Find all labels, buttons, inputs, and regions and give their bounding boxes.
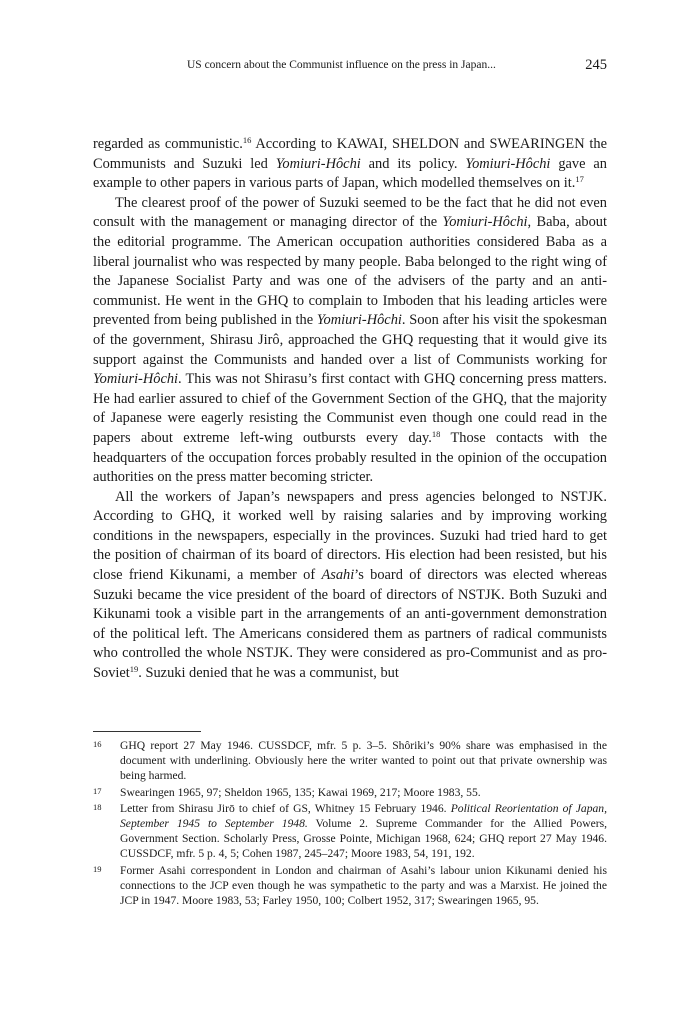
text-run: gave an example to other papers in various parts of Japan, which modelled themselves on it. (93, 155, 607, 192)
paragraph-1 (93, 135, 607, 194)
paragraph-3 (93, 488, 607, 684)
footnote-text: Former Asahi correspondent in London and chairman of Asahi’s labour union Kikunami denied his connections to the JCP even though he was sympathetic to the party and was a Marxist. He joined the JCP in 1947. Moore 1983, 53; Farley 1950, 100; Colbert 1952, 317; Swearingen 1965, 95. (120, 863, 607, 908)
italic-title: Yomiuri-Hôchi (465, 155, 551, 172)
footnote-19 (93, 863, 607, 909)
footnote-text (120, 801, 607, 862)
italic-title: Political Reorientation of Japan, September 1945 to September 1948. (120, 801, 607, 831)
main-text (93, 135, 607, 684)
italic-title: Yomiuri-Hôchi (316, 312, 402, 329)
footnote-18 (93, 801, 607, 862)
footnote-text: GHQ report 27 May 1946. CUSSDCF, mfr. 5 p. 3–5. Shôriki’s 90% share was emphasised in the document with underlining. Obviously here the writer wanted to point out that private ownership was being harmed. (120, 739, 607, 783)
footnote-ref-17[interactable]: 17 (575, 174, 584, 185)
italic-title: Yomiuri-Hôchi (275, 155, 361, 172)
text-run: and its policy. (360, 155, 466, 172)
italic-title: Yomiuri-Hôchi (442, 214, 528, 231)
text-run: Those contacts with the headquarters of the occupation forces probably resulted in the opinion of the occupation authorities on the press matter becoming stricter. (93, 429, 607, 486)
italic-title: Yomiuri-Hôchi (93, 371, 179, 388)
footnote-ref-16[interactable]: 16 (242, 135, 252, 145)
footnote-number: 19 (93, 863, 102, 874)
text-run: According to KAWAI, SHELDON and SWEARINGEN the Communists and Suzuki led (93, 136, 607, 172)
text-run: Volume 2. Supreme Commander for the Allied Powers, Government Section. Scholarly Press, Grosse Pointe, Michigan 1968, 624; GHQ report 27 May 1946. CUSSDCF, mfr. 5 p. 4, 5; Cohen 1987, 245–247; Moore 1983, 54, 191, 192. (120, 817, 607, 861)
text-run: . Soon after his visit the spokesman of the government, Shirasu Jirô, approached the GHQ requesting that it would give its support against the Communists and handed over a list of Communists working for (93, 312, 607, 368)
text-run: regarded as communistic. (93, 136, 243, 152)
footnote-ref-19[interactable]: 19 (129, 664, 139, 675)
footnote-text: Swearingen 1965, 97; Sheldon 1965, 135; Kawai 1969, 217; Moore 1983, 55. (120, 785, 481, 799)
text-run: The clearest proof of the power of Suzuki seemed to be the fact that he did not even consult with the management or managing director of the (93, 194, 607, 231)
text-run: , Baba, about the editorial programme. The American occupation authorities considered Baba as a liberal journalist who was respected by many people. Baba belonged to the right wing of the Japanese Socialist Party and was one of the advisers of the party and an anti-communist. He went in the GHQ to complain to Imboden that his leading articles were prevented from being published in the (93, 214, 607, 329)
footnote-divider (93, 731, 201, 732)
running-head (93, 57, 607, 77)
footnote-17 (93, 785, 607, 800)
paragraph-2 (93, 194, 607, 488)
footnote-ref-18[interactable]: 18 (431, 428, 441, 439)
text-run: All the workers of Japan’s newspapers and press agencies belonged to NSTJK. According to GHQ, it worked well by raising salaries and by improving working conditions in the newspapers, especially in the provinces. Suzuki had tried hard to get the position of chairman of its board of directors. His election had been resisted, but his close friend Kikunami, a member of (93, 488, 607, 584)
footnote-16 (93, 738, 607, 784)
footnote-number: 17 (93, 785, 102, 796)
italic-title: Asahi (321, 567, 355, 584)
text-run: Letter from Shirasu Jirō to chief of GS, Whitney 15 February 1946. (120, 801, 451, 815)
text-run: ’s board of directors was elected whereas Suzuki became the vice president of the board of directors of NSTJK. Both Suzuki and Kikunami took a visible part in the arrangements of an anti-government demonstration of the political left. The Americans considered them as partners of radical communists who controlled the whole NSTJK. They were considered as pro-Communist and as pro-Soviet (93, 567, 607, 682)
page-number: 245 (585, 57, 607, 73)
text-run: . This was not Shirasu’s first contact with GHQ concerning press matters. He had earlier assured to chief of the Government Section of the GHQ, that the majority of Japanese were eagerly resisting the Communist even though one could read in the papers about extreme left-wing outbursts every day. (93, 371, 607, 446)
footnotes (93, 738, 607, 909)
footnote-number: 18 (93, 801, 102, 812)
running-title: US concern about the Communist influence on the press in Japan... (187, 59, 496, 71)
footnote-number: 16 (93, 739, 102, 749)
text-run: . Suzuki denied that he was a communist, but (138, 665, 399, 682)
